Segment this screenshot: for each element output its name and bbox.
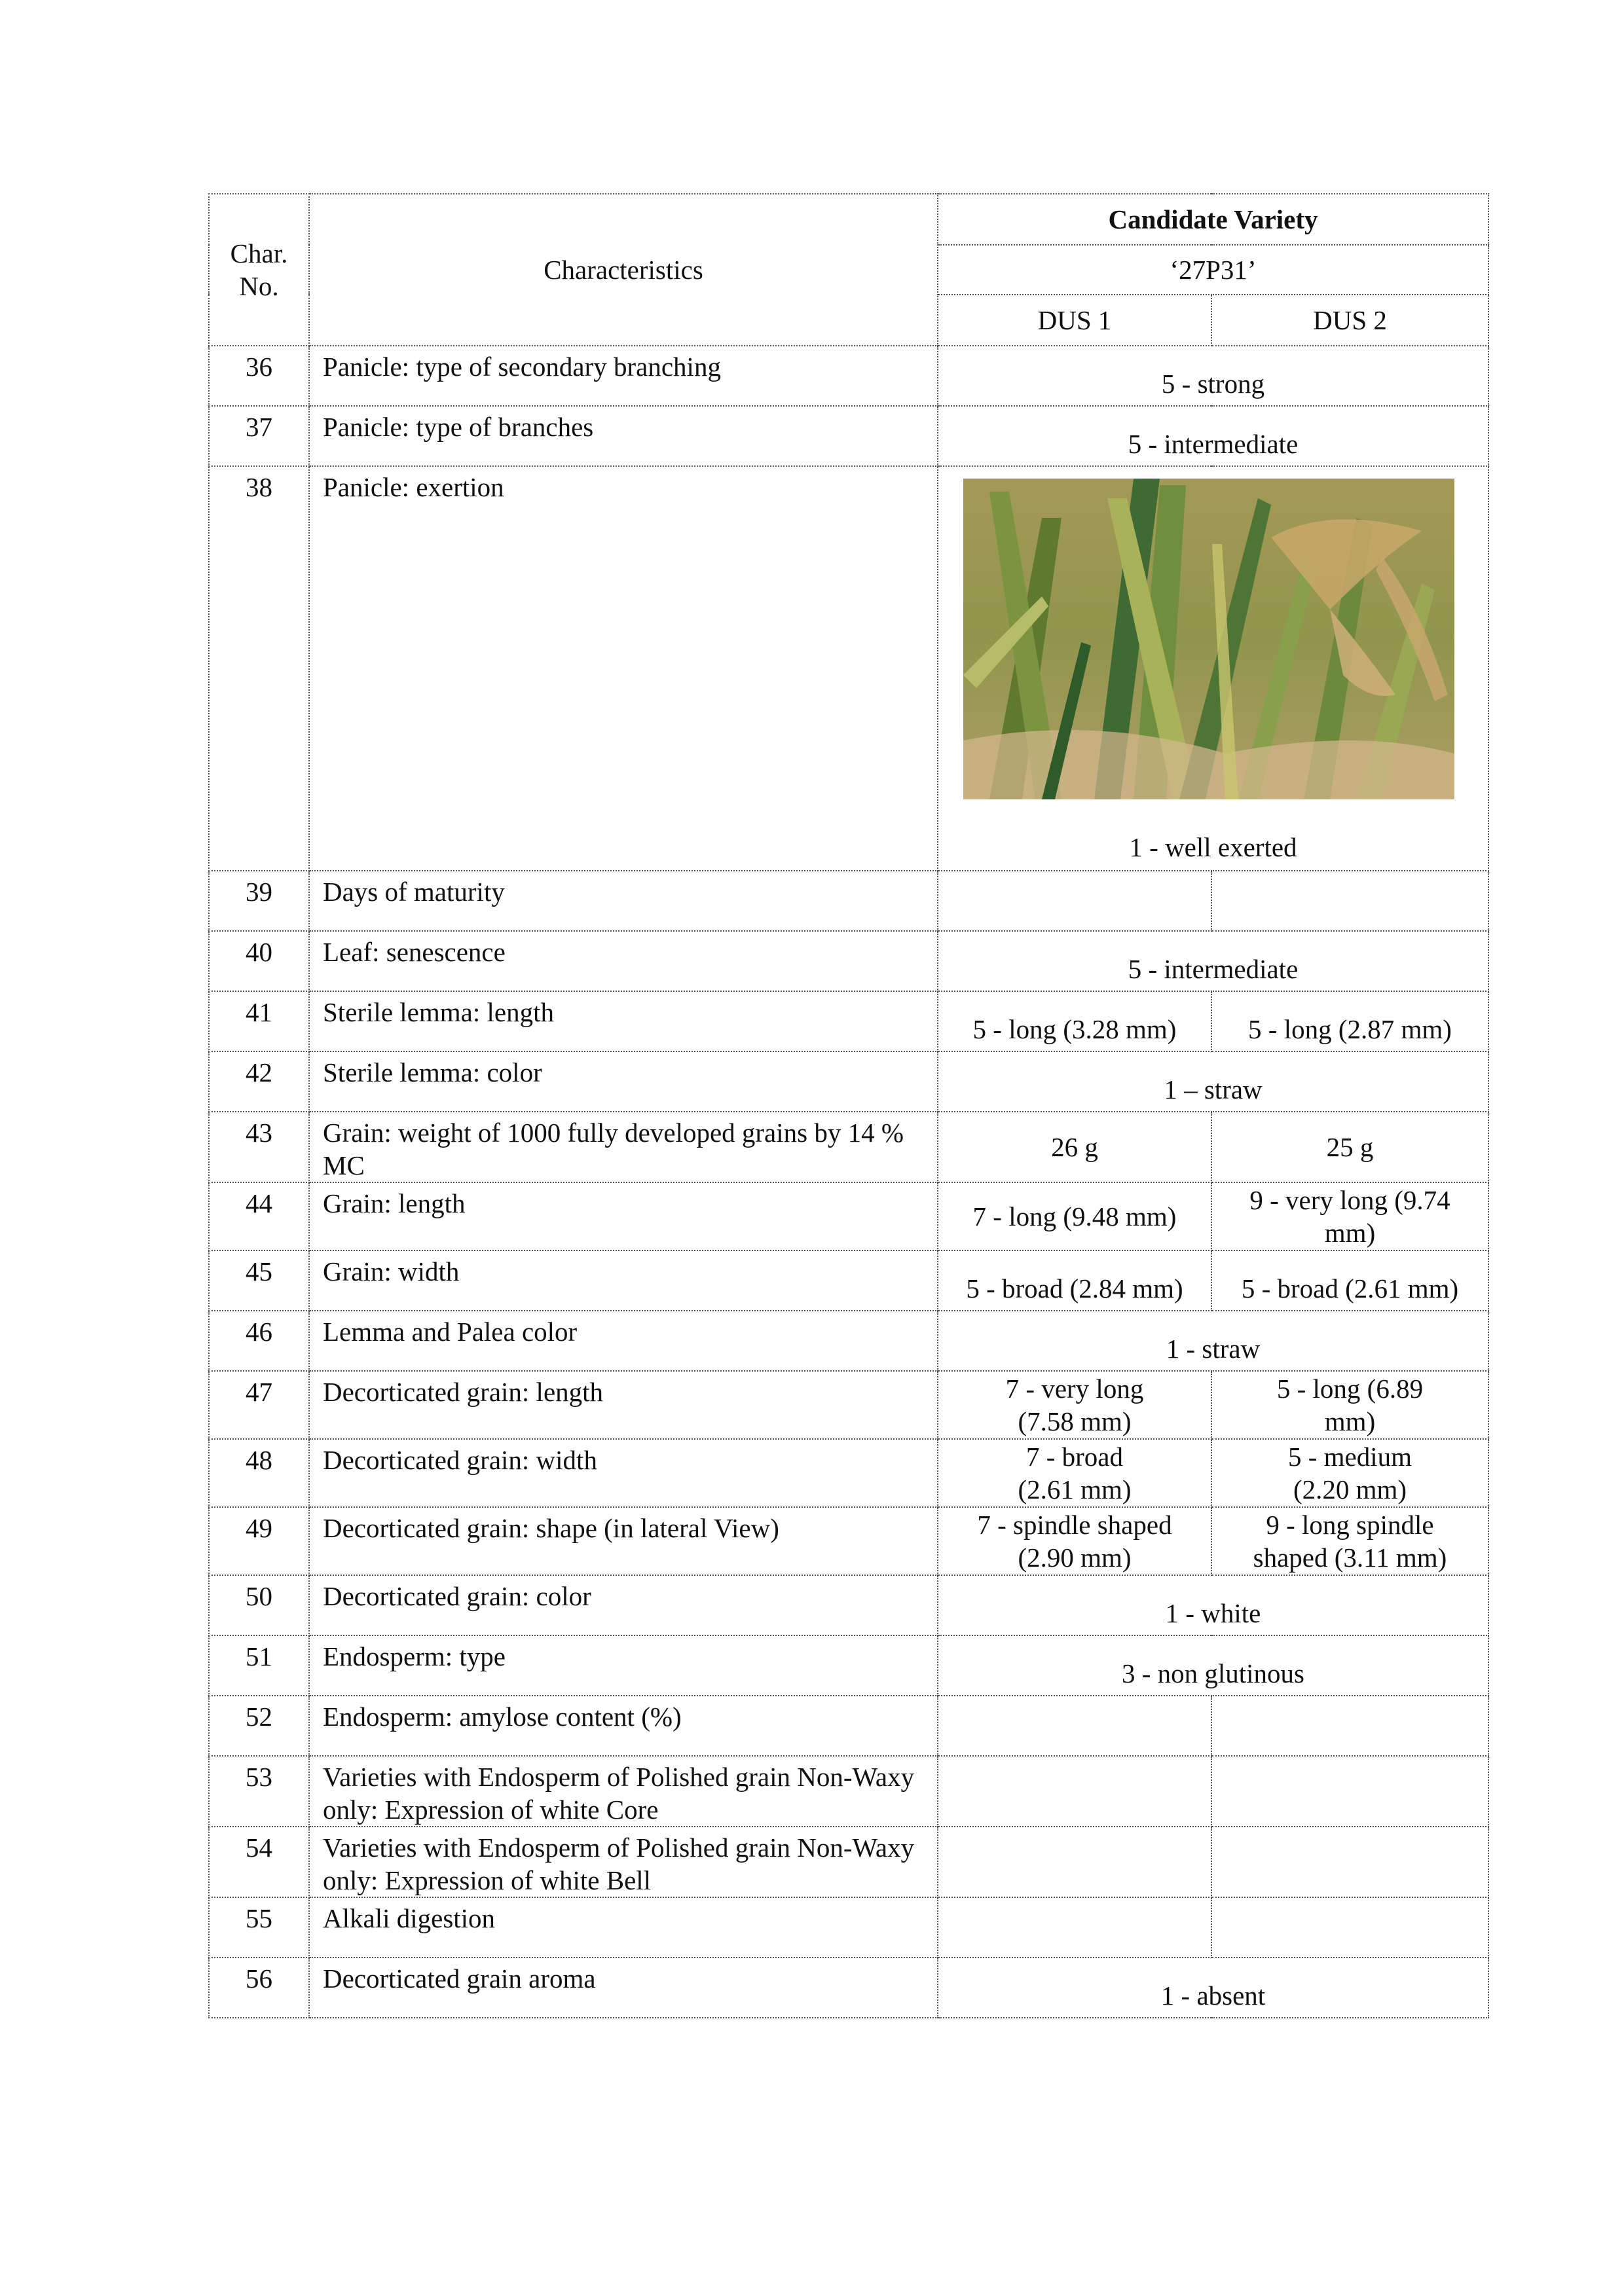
char-number: 44 <box>209 1182 309 1250</box>
char-number: 38 <box>209 466 309 871</box>
table-row <box>209 1507 1488 1575</box>
dus2-value: 5 - medium (2.20 mm) <box>1211 1439 1488 1507</box>
variety-value: 1 - white <box>938 1575 1488 1635</box>
characteristic-label: Days of maturity <box>309 871 938 931</box>
char-number: 45 <box>209 1250 309 1311</box>
dus1-value <box>938 1696 1211 1756</box>
characteristic-label: Lemma and Palea color <box>309 1311 938 1371</box>
table-row <box>209 1696 1488 1756</box>
variety-value: 1 - well exerted <box>1129 832 1297 862</box>
characteristic-label: Alkali digestion <box>309 1897 938 1958</box>
characteristic-label: Endosperm: type <box>309 1635 938 1696</box>
variety-value: 1 – straw <box>938 1051 1488 1112</box>
header-dus2: DUS 2 <box>1211 295 1488 346</box>
table-row <box>209 1575 1488 1635</box>
table-row <box>209 991 1488 1051</box>
characteristic-label: Leaf: senescence <box>309 931 938 991</box>
dus2-value: 9 - long spindle shaped (3.11 mm) <box>1211 1507 1488 1575</box>
table-row <box>209 1897 1488 1958</box>
header-char-no: Char. No. <box>209 194 309 346</box>
dus1-value: 5 - broad (2.84 mm) <box>938 1250 1211 1311</box>
char-number: 47 <box>209 1371 309 1439</box>
variety-value: 5 - intermediate <box>938 406 1488 466</box>
characteristic-label: Grain: width <box>309 1250 938 1311</box>
dus2-value <box>1211 1756 1488 1827</box>
table-row <box>209 1182 1488 1250</box>
dus2-value <box>1211 1897 1488 1958</box>
characteristic-label: Varieties with Endosperm of Polished grain Non-Waxy only: Expression of white Bell <box>309 1827 938 1897</box>
char-number: 53 <box>209 1756 309 1827</box>
characteristic-label: Varieties with Endosperm of Polished grain Non-Waxy only: Expression of white Core <box>309 1756 938 1827</box>
dus2-value <box>1211 1827 1488 1897</box>
dus1-value: 26 g <box>938 1112 1211 1182</box>
characteristic-label: Endosperm: amylose content (%) <box>309 1696 938 1756</box>
dus2-value: 5 - long (2.87 mm) <box>1211 991 1488 1051</box>
dus2-value: 25 g <box>1211 1112 1488 1182</box>
dus2-value <box>1211 1696 1488 1756</box>
table-row <box>209 346 1488 406</box>
dus1-value <box>938 1756 1211 1827</box>
table-row <box>209 1756 1488 1827</box>
rice-panicle-photo <box>963 479 1454 799</box>
dus-characteristics-table <box>208 193 1489 2018</box>
table-row <box>209 1051 1488 1112</box>
dus2-value: 9 - very long (9.74 mm) <box>1211 1182 1488 1250</box>
characteristic-label: Decorticated grain: shape (in lateral View) <box>309 1507 938 1575</box>
characteristic-label: Decorticated grain: color <box>309 1575 938 1635</box>
char-number: 36 <box>209 346 309 406</box>
dus1-value: 7 - very long (7.58 mm) <box>938 1371 1211 1439</box>
table-row <box>209 871 1488 931</box>
dus2-value <box>1211 871 1488 931</box>
char-number: 41 <box>209 991 309 1051</box>
char-number: 42 <box>209 1051 309 1112</box>
dus2-value: 5 - long (6.89 mm) <box>1211 1371 1488 1439</box>
char-number: 37 <box>209 406 309 466</box>
dus1-value: 5 - long (3.28 mm) <box>938 991 1211 1051</box>
characteristic-label: Panicle: type of secondary branching <box>309 346 938 406</box>
dus1-value: 7 - long (9.48 mm) <box>938 1182 1211 1250</box>
char-number: 50 <box>209 1575 309 1635</box>
table-row <box>209 466 1488 871</box>
char-number: 56 <box>209 1958 309 2018</box>
table-row <box>209 1827 1488 1897</box>
table-row <box>209 931 1488 991</box>
table-row <box>209 1250 1488 1311</box>
char-number: 48 <box>209 1439 309 1507</box>
characteristic-label: Decorticated grain aroma <box>309 1958 938 2018</box>
table-row <box>209 1635 1488 1696</box>
variety-value: 1 - absent <box>938 1958 1488 2018</box>
table-row <box>209 1311 1488 1371</box>
char-number: 40 <box>209 931 309 991</box>
char-number: 52 <box>209 1696 309 1756</box>
variety-value: 3 - non glutinous <box>938 1635 1488 1696</box>
dus1-value: 7 - broad (2.61 mm) <box>938 1439 1211 1507</box>
dus1-value <box>938 1827 1211 1897</box>
table-row <box>209 406 1488 466</box>
variety-value: 1 - straw <box>938 1311 1488 1371</box>
characteristic-label: Decorticated grain: length <box>309 1371 938 1439</box>
char-number: 39 <box>209 871 309 931</box>
variety-value: 5 - intermediate <box>938 931 1488 991</box>
header-dus1: DUS 1 <box>938 295 1211 346</box>
characteristic-label: Sterile lemma: color <box>309 1051 938 1112</box>
char-number: 43 <box>209 1112 309 1182</box>
characteristic-label: Grain: length <box>309 1182 938 1250</box>
dus1-value <box>938 1897 1211 1958</box>
variety-value: 5 - strong <box>938 346 1488 406</box>
characteristic-label: Panicle: type of branches <box>309 406 938 466</box>
header-candidate-variety: Candidate Variety <box>938 194 1488 245</box>
variety-photo-cell <box>938 466 1488 871</box>
characteristic-label: Decorticated grain: width <box>309 1439 938 1507</box>
characteristic-label: Panicle: exertion <box>309 466 938 871</box>
header-variety-name: ‘27P31’ <box>938 245 1488 295</box>
char-number: 46 <box>209 1311 309 1371</box>
char-number: 54 <box>209 1827 309 1897</box>
table-row <box>209 1958 1488 2018</box>
table-row <box>209 1439 1488 1507</box>
characteristic-label: Grain: weight of 1000 fully developed grains by 14 % MC <box>309 1112 938 1182</box>
table-row <box>209 1371 1488 1439</box>
dus1-value <box>938 871 1211 931</box>
header-characteristics: Characteristics <box>309 194 938 346</box>
table-row <box>209 1112 1488 1182</box>
dus2-value: 5 - broad (2.61 mm) <box>1211 1250 1488 1311</box>
char-number: 49 <box>209 1507 309 1575</box>
char-number: 51 <box>209 1635 309 1696</box>
characteristic-label: Sterile lemma: length <box>309 991 938 1051</box>
dus1-value: 7 - spindle shaped (2.90 mm) <box>938 1507 1211 1575</box>
char-number: 55 <box>209 1897 309 1958</box>
